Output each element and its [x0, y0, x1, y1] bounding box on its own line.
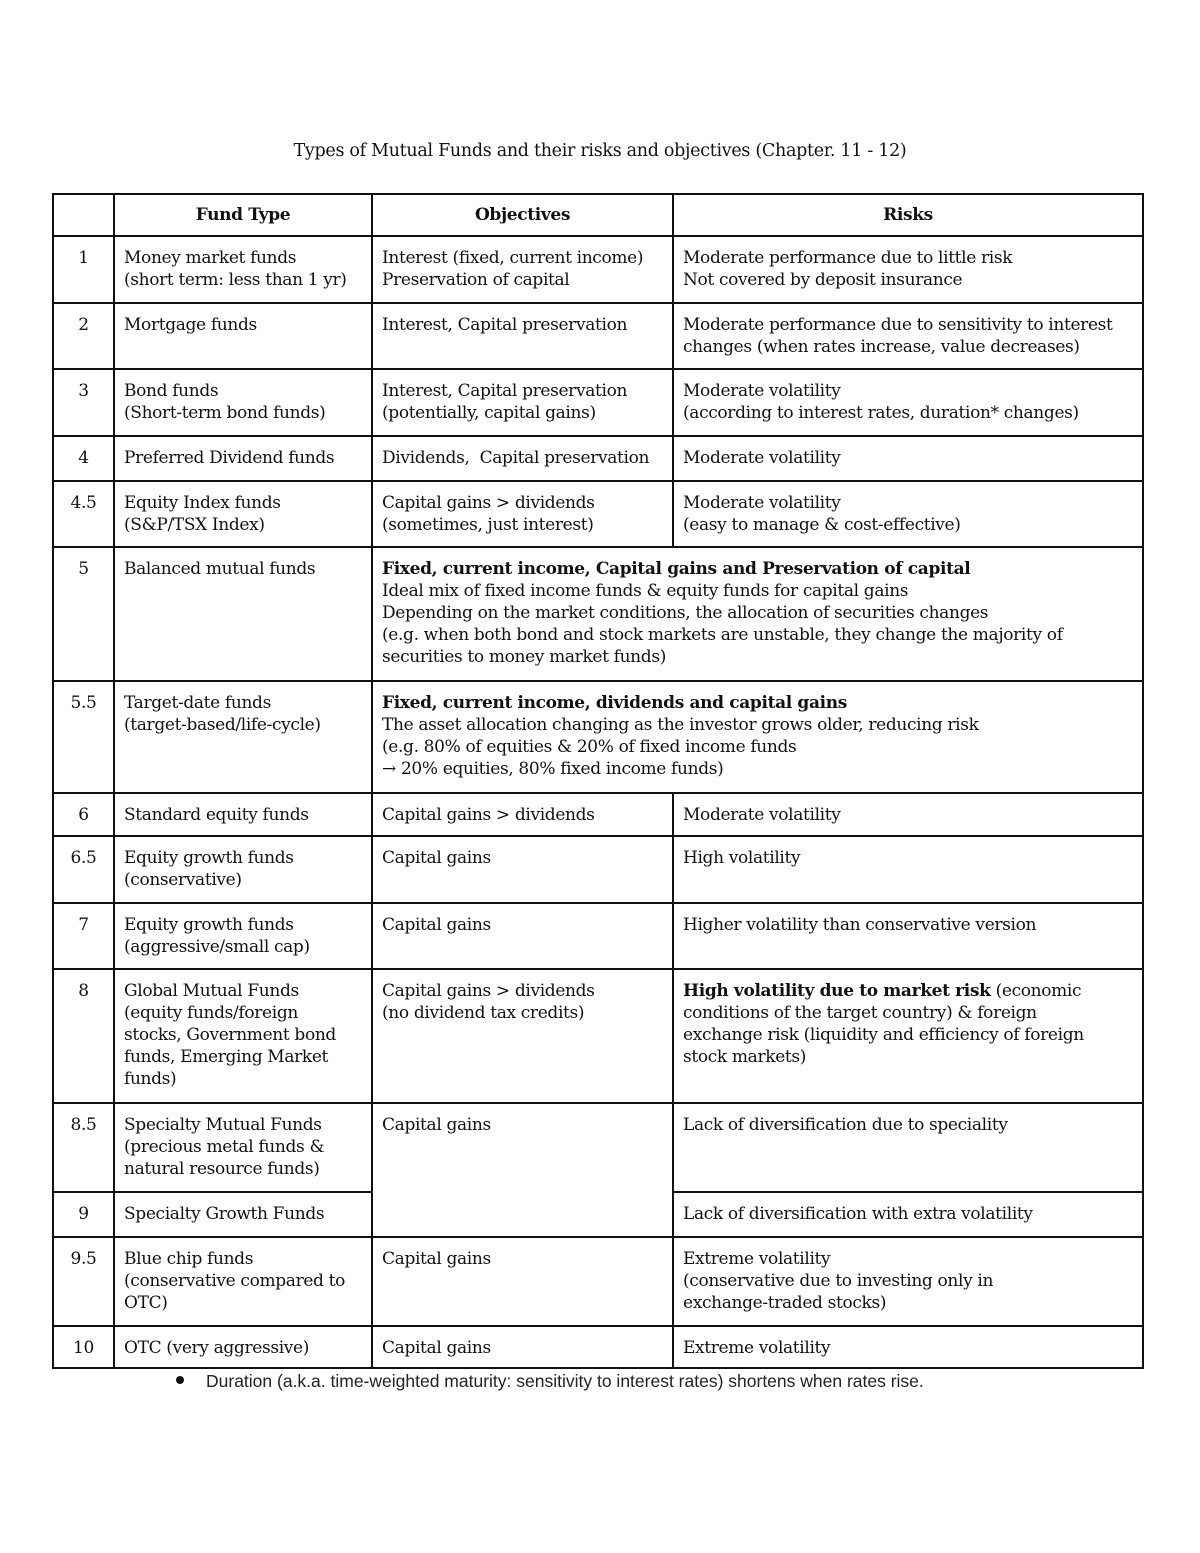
objectives-cell: [372, 436, 673, 481]
risk-rest-text: (economic: [990, 981, 1082, 1001]
cell-line: Extreme volatility: [683, 1338, 831, 1358]
cell-line-bold: Fixed, current income, dividends and capital gains: [382, 693, 847, 713]
row-number: 6.5: [53, 836, 114, 903]
cell-line: Interest, Capital preservation: [382, 381, 628, 401]
cell-line: Lack of diversification with extra volatility: [683, 1204, 1033, 1224]
risks-cell: [673, 481, 1143, 547]
cell-line: Money market funds: [124, 248, 297, 268]
header-fund-type: Fund Type: [114, 194, 372, 236]
fund-type-cell: [114, 1103, 372, 1192]
fund-type-cell: [114, 1326, 372, 1368]
objectives-cell: [372, 793, 673, 836]
cell-line: Standard equity funds: [124, 805, 309, 825]
cell-line: Preferred Dividend funds: [124, 448, 335, 468]
table-row: [53, 793, 1143, 836]
row-number: 5: [53, 547, 114, 681]
row-number: 1: [53, 236, 114, 303]
risks-cell: [673, 969, 1143, 1103]
risks-cell: [673, 436, 1143, 481]
risks-cell: [673, 369, 1143, 436]
cell-line: (no dividend tax credits): [382, 1003, 585, 1023]
cell-line: Extreme volatility: [683, 1249, 831, 1269]
header-row: [53, 194, 1143, 236]
cell-line: changes (when rates increase, value decreases): [683, 337, 1080, 357]
row-number: 10: [53, 1326, 114, 1368]
cell-line: → 20% equities, 80% fixed income funds): [382, 759, 724, 779]
cell-line: Capital gains: [382, 1249, 491, 1269]
fund-type-cell: [114, 681, 372, 793]
cell-line: Capital gains: [382, 915, 491, 935]
cell-line: Moderate volatility: [683, 381, 841, 401]
cell-line: natural resource funds): [124, 1159, 320, 1179]
cell-line: Capital gains > dividends: [382, 805, 595, 825]
objectives-cell: [372, 303, 673, 369]
objectives-cell: [372, 903, 673, 969]
row-number: 5.5: [53, 681, 114, 793]
objectives-cell: [372, 236, 673, 303]
table-row: [53, 836, 1143, 903]
row-number: 9: [53, 1192, 114, 1237]
cell-line: funds): [124, 1069, 177, 1089]
combined-cell: [372, 681, 1143, 793]
cell-line: Target-date funds: [124, 693, 271, 713]
cell-line: (Short-term bond funds): [124, 403, 326, 423]
cell-line: (target-based/life-cycle): [124, 715, 321, 735]
fund-type-cell: [114, 436, 372, 481]
fund-type-cell: [114, 303, 372, 369]
cell-line: Capital gains: [382, 1338, 491, 1358]
cell-line: (S&P/TSX Index): [124, 515, 265, 535]
cell-line: Moderate volatility: [683, 805, 841, 825]
table-row: [53, 303, 1143, 369]
row-number: 2: [53, 303, 114, 369]
objectives-cell: [372, 1326, 673, 1368]
cell-line: Blue chip funds: [124, 1249, 254, 1269]
row-number: 4: [53, 436, 114, 481]
fund-type-cell: [114, 969, 372, 1103]
fund-type-cell: [114, 481, 372, 547]
cell-line: Capital gains > dividends: [382, 981, 595, 1001]
table-row: [53, 547, 1143, 681]
cell-line: Moderate performance due to sensitivity to interest: [683, 315, 1113, 335]
fund-type-cell: [114, 236, 372, 303]
cell-line: (conservative): [124, 870, 242, 890]
cell-line: Capital gains > dividends: [382, 493, 595, 513]
header-risks: Risks: [673, 194, 1143, 236]
fund-type-cell: [114, 836, 372, 903]
cell-line: (conservative compared to: [124, 1271, 346, 1291]
cell-line: Ideal mix of fixed income funds & equity funds for capital gains: [382, 581, 909, 601]
row-number: 6: [53, 793, 114, 836]
cell-line: conditions of the target country) & foreign: [683, 1003, 1037, 1023]
cell-line: Specialty Mutual Funds: [124, 1115, 322, 1135]
cell-line: Depending on the market conditions, the allocation of securities changes: [382, 603, 989, 623]
fund-type-cell: [114, 1237, 372, 1326]
risks-cell: [673, 303, 1143, 369]
cell-line: Equity growth funds: [124, 848, 294, 868]
cell-line: Capital gains: [382, 1115, 491, 1135]
risks-cell: [673, 1237, 1143, 1326]
cell-line: Moderate performance due to little risk: [683, 248, 1013, 268]
cell-line: Equity growth funds: [124, 915, 294, 935]
cell-line: Equity Index funds: [124, 493, 281, 513]
fund-type-cell: [114, 547, 372, 681]
table-row: [53, 681, 1143, 793]
fund-type-cell: [114, 903, 372, 969]
table-row: [53, 436, 1143, 481]
cell-line: securities to money market funds): [382, 647, 666, 667]
cell-line: (easy to manage & cost-effective): [683, 515, 961, 535]
cell-line: Higher volatility than conservative version: [683, 915, 1037, 935]
risks-cell: [673, 236, 1143, 303]
cell-line: Moderate volatility: [683, 448, 841, 468]
risks-cell: [673, 1326, 1143, 1368]
cell-line: (e.g. 80% of equities & 20% of fixed income funds: [382, 737, 797, 757]
row-number: 8.5: [53, 1103, 114, 1192]
cell-line: Capital gains: [382, 848, 491, 868]
cell-line: stocks, Government bond: [124, 1025, 336, 1045]
cell-line: Moderate volatility: [683, 493, 841, 513]
table-row: [53, 969, 1143, 1103]
cell-line: Not covered by deposit insurance: [683, 270, 963, 290]
objectives-cell: [372, 481, 673, 547]
objectives-cell: [372, 836, 673, 903]
row-number: 9.5: [53, 1237, 114, 1326]
table-row: [53, 481, 1143, 547]
objectives-cell: [372, 969, 673, 1103]
table-row: [53, 1103, 1143, 1192]
cell-line: Specialty Growth Funds: [124, 1204, 325, 1224]
cell-line: (equity funds/foreign: [124, 1003, 298, 1023]
footnote: [176, 1371, 924, 1392]
cell-line: Lack of diversification due to speciality: [683, 1115, 1008, 1135]
risks-cell: [673, 903, 1143, 969]
risk-bold-text: High volatility due to market risk: [683, 981, 991, 1001]
cell-line: Interest (fixed, current income): [382, 248, 644, 268]
footnote-text: Duration (a.k.a. time-weighted maturity: sensitivity to interest rates) shortens when rates rise.: [206, 1371, 924, 1391]
row-number: 7: [53, 903, 114, 969]
cell-line: exchange-traded stocks): [683, 1293, 887, 1313]
cell-line: OTC (very aggressive): [124, 1338, 310, 1358]
fund-type-cell: [114, 793, 372, 836]
risks-cell: [673, 1192, 1143, 1237]
objectives-cell: [372, 1237, 673, 1326]
cell-line: (potentially, capital gains): [382, 403, 596, 423]
funds-table: [52, 193, 1144, 1369]
cell-line: (according to interest rates, duration* changes): [683, 403, 1079, 423]
table-row: [53, 1237, 1143, 1326]
cell-line: (sometimes, just interest): [382, 515, 594, 535]
cell-line: [683, 980, 1134, 1002]
cell-line: (precious metal funds &: [124, 1137, 325, 1157]
cell-line: (conservative due to investing only in: [683, 1271, 994, 1291]
cell-line: stock markets): [683, 1047, 807, 1067]
risks-cell: [673, 1103, 1143, 1192]
cell-line: (short term: less than 1 yr): [124, 270, 347, 290]
row-number: 4.5: [53, 481, 114, 547]
cell-line: funds, Emerging Market: [124, 1047, 329, 1067]
page-title: Types of Mutual Funds and their risks and objectives (Chapter. 11 - 12): [293, 141, 907, 161]
cell-line: The asset allocation changing as the investor grows older, reducing risk: [382, 715, 979, 735]
table-row: [53, 1326, 1143, 1368]
risks-cell: [673, 793, 1143, 836]
table-row: [53, 369, 1143, 436]
header-objectives: Objectives: [372, 194, 673, 236]
cell-line: OTC): [124, 1293, 168, 1313]
fund-type-cell: [114, 1192, 372, 1237]
row-number: 3: [53, 369, 114, 436]
fund-type-cell: [114, 369, 372, 436]
table-row: [53, 236, 1143, 303]
table-row: [53, 903, 1143, 969]
cell-line: Balanced mutual funds: [124, 559, 316, 579]
cell-line: exchange risk (liquidity and efficiency of foreign: [683, 1025, 1084, 1045]
cell-line: (e.g. when both bond and stock markets are unstable, they change the majority of: [382, 625, 1063, 645]
cell-line-bold: Fixed, current income, Capital gains and Preservation of capital: [382, 559, 971, 579]
objectives-cell: [372, 1103, 673, 1237]
cell-line: Mortgage funds: [124, 315, 257, 335]
header-num: [53, 194, 114, 236]
cell-line: Bond funds: [124, 381, 219, 401]
row-number: 8: [53, 969, 114, 1103]
combined-cell: [372, 547, 1143, 681]
cell-line: High volatility: [683, 848, 801, 868]
bullet-icon: [176, 1376, 184, 1384]
risks-cell: [673, 836, 1143, 903]
cell-line: Interest, Capital preservation: [382, 315, 628, 335]
cell-line: Preservation of capital: [382, 270, 570, 290]
cell-line: Global Mutual Funds: [124, 981, 299, 1001]
objectives-cell: [372, 369, 673, 436]
cell-line: (aggressive/small cap): [124, 937, 310, 957]
cell-line: Dividends, Capital preservation: [382, 448, 650, 468]
